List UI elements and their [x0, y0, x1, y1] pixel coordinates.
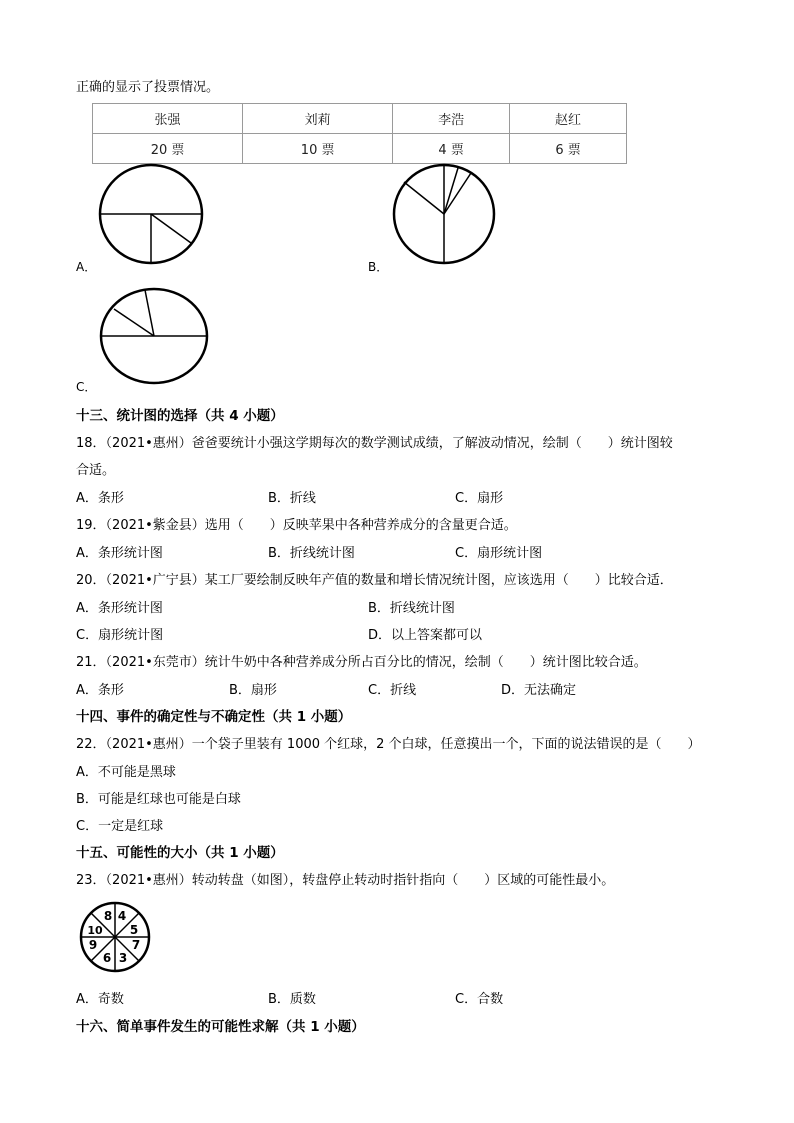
pie-option-a: [98, 164, 206, 268]
q21-stem: 21．（2021•东莞市）统计牛奶中各种营养成分所占百分比的情况，绘制（ ）统计图比较合适。: [76, 655, 647, 670]
spinner-number: 7: [131, 938, 141, 952]
q19-stem: 19．（2021•紫金县）选用（ ）反映苹果中各种营养成分的含量更合适。: [76, 518, 517, 533]
section-13-title: 十三、统计图的选择（共 4 小题）: [76, 408, 284, 424]
intro-text: 正确的显示了投票情况。: [76, 80, 220, 95]
q23-option-a: A．奇数: [76, 992, 124, 1007]
section-16-title: 十六、简单事件发生的可能性求解（共 1 小题）: [76, 1019, 365, 1035]
spinner-number: 4: [117, 909, 127, 923]
spinner-number: 5: [129, 923, 139, 937]
q18-option-c: C．扇形: [455, 491, 504, 506]
table-cell: 20 票: [93, 134, 243, 164]
option-b-label: B．: [368, 260, 389, 274]
spinner-number: 8: [103, 909, 113, 923]
table-cell: 4 票: [393, 134, 510, 164]
table-row: [93, 104, 627, 134]
q20-option-c: C．扇形统计图: [76, 628, 164, 643]
q22-option-b: B．可能是红球也可能是白球: [76, 792, 241, 807]
option-c-label: C．: [76, 380, 97, 394]
q20-option-d: D．以上答案都可以: [368, 628, 483, 643]
spinner-number: 9: [88, 938, 98, 952]
q19-option-c: C．扇形统计图: [455, 546, 543, 561]
spinner-diagram: [79, 901, 151, 973]
q19-option-a: A．条形统计图: [76, 546, 163, 561]
table-cell: 李浩: [393, 104, 510, 134]
pie-option-b: [392, 164, 498, 268]
table-cell: 赵红: [510, 104, 627, 134]
table-cell: 张强: [93, 104, 243, 134]
table-cell: 刘莉: [243, 104, 393, 134]
table-cell: 10 票: [243, 134, 393, 164]
q20-option-b: B．折线统计图: [368, 601, 455, 616]
q21-option-c: C．折线: [368, 683, 417, 698]
table-cell: 6 票: [510, 134, 627, 164]
q20-option-a: A．条形统计图: [76, 601, 163, 616]
section-14-title: 十四、事件的确定性与不确定性（共 1 小题）: [76, 709, 352, 725]
spinner-number: 6: [102, 951, 112, 965]
spinner-number: 10: [87, 924, 103, 937]
q18-stem: 18．（2021•惠州）爸爸要统计小强这学期每次的数学测试成绩，了解波动情况，绘制（ ）统计图较: [76, 436, 673, 451]
table-row: [93, 134, 627, 164]
q21-option-b: B．扇形: [229, 683, 277, 698]
q22-option-c: C．一定是红球: [76, 819, 164, 834]
q23-stem: 23．（2021•惠州）转动转盘（如图），转盘停止转动时指针指向（ ）区域的可能性最小。: [76, 873, 615, 888]
q20-stem: 20．（2021•广宁县）某工厂要绘制反映年产值的数量和增长情况统计图，应该选用（ ）比较合适．: [76, 573, 673, 588]
q18-option-a: A．条形: [76, 491, 124, 506]
q22-option-a: A．不可能是黑球: [76, 765, 176, 780]
q18-option-b: B．折线: [268, 491, 316, 506]
spinner-number: 3: [118, 951, 128, 965]
q22-stem: 22．（2021•惠州）一个袋子里装有 1000 个红球，2 个白球，任意摸出一个，下面的说法错误的是（ ）: [76, 737, 701, 752]
q18-stem-cont: 合适。: [76, 463, 116, 478]
q21-option-a: A．条形: [76, 683, 124, 698]
q19-option-b: B．折线统计图: [268, 546, 355, 561]
q21-option-d: D．无法确定: [501, 683, 577, 698]
option-a-label: A．: [76, 260, 97, 274]
vote-table: [92, 103, 627, 164]
section-15-title: 十五、可能性的大小（共 1 小题）: [76, 845, 284, 861]
pie-option-c: [100, 286, 210, 386]
q23-option-b: B．质数: [268, 992, 316, 1007]
q23-option-c: C．合数: [455, 992, 504, 1007]
